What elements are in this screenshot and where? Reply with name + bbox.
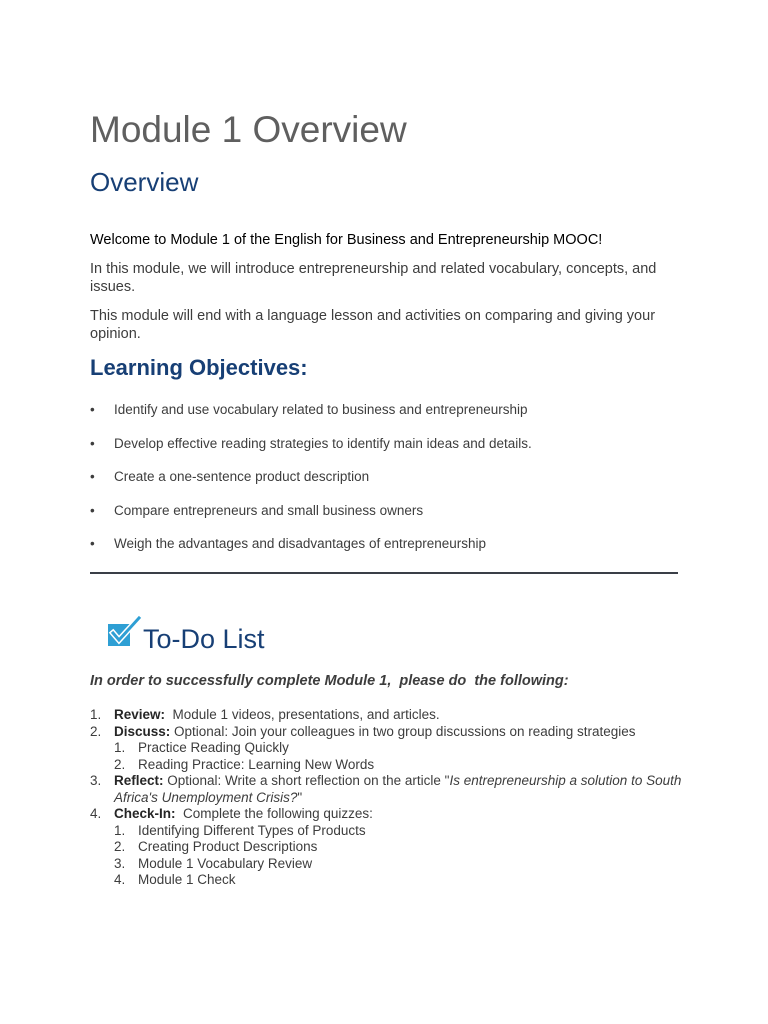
- sub-item: [114, 740, 690, 757]
- sub-item: [114, 856, 690, 873]
- item-label: Reflect:: [114, 773, 164, 788]
- item-text: Complete the following quizzes:: [175, 806, 373, 821]
- learning-objectives-list: [90, 400, 690, 568]
- objective-item: [90, 434, 690, 468]
- sub-item: [114, 839, 690, 856]
- discussion-learning-new-words: Reading Practice: Learning New Words: [138, 756, 375, 772]
- objective-item: [90, 400, 690, 434]
- objective-text: Weigh the advantages and disadvantages of entrepreneurship: [114, 536, 487, 552]
- todo-item-check-in: [90, 806, 690, 889]
- discussion-list: [114, 740, 690, 773]
- objective-item: [90, 534, 690, 568]
- article-title: Is entrepreneurship a solution to South Africa's Unemployment Crisis?: [114, 773, 682, 805]
- todo-item-reflect: [90, 773, 690, 806]
- quiz-list: [114, 823, 690, 889]
- todo-item-review: [90, 707, 690, 724]
- todo-heading: To-Do List: [143, 624, 265, 654]
- item-label: Review:: [114, 707, 166, 722]
- objective-text: Create a one-sentence product description: [114, 469, 370, 485]
- objective-item: [90, 501, 690, 535]
- bullet-icon: •: [90, 402, 95, 417]
- sub-item-number: 3.: [114, 855, 126, 871]
- item-text-end: ": [297, 789, 303, 805]
- module-end-paragraph: This module will end with a language lesson and activities on comparing and giving your opinion.: [90, 308, 656, 342]
- discussion-practice-reading-quickly: Practice Reading Quickly: [138, 740, 289, 755]
- item-number: 2.: [90, 723, 102, 739]
- sub-item-number: 1.: [114, 740, 126, 755]
- sub-item-number: 2.: [114, 839, 126, 854]
- quiz-identifying-products: Identifying Different Types of Products: [138, 822, 366, 838]
- item-text: Module 1 videos, presentations, and articles.: [165, 707, 440, 722]
- item-number: 3.: [90, 773, 102, 788]
- bullet-icon: •: [90, 469, 95, 485]
- checkbox-checked-icon: [106, 616, 142, 650]
- intro-paragraph: In this module, we will introduce entrepreneurship and related vocabulary, concepts, and issues.: [90, 261, 657, 295]
- objective-text: Identify and use vocabulary related to business and entrepreneurship: [114, 402, 528, 417]
- sub-item-number: 2.: [114, 756, 126, 772]
- learning-objectives-heading: Learning Objectives:: [90, 355, 308, 380]
- item-text: Optional: Write a short reflection on the article ": [163, 773, 450, 788]
- objective-text: Develop effective reading strategies to identify main ideas and details.: [114, 435, 532, 451]
- sub-item-number: 4.: [114, 872, 126, 887]
- page-title: Module 1 Overview: [90, 109, 407, 150]
- item-text: Optional: Join your colleagues in two group discussions on reading strategies: [170, 723, 636, 739]
- quiz-module-check: Module 1 Check: [138, 872, 236, 887]
- sub-item: [114, 757, 690, 774]
- sub-item: [114, 872, 690, 889]
- item-number: 1.: [90, 707, 102, 722]
- quiz-product-descriptions: Creating Product Descriptions: [138, 839, 318, 854]
- sub-item-number: 1.: [114, 822, 126, 838]
- quiz-vocabulary-review: Module 1 Vocabulary Review: [138, 855, 313, 871]
- bullet-icon: •: [90, 536, 95, 552]
- todo-item-discuss: [90, 724, 690, 774]
- todo-instruction: In order to successfully complete Module 1, please do the following:: [90, 673, 569, 689]
- bullet-icon: •: [90, 435, 95, 451]
- sub-item: [114, 823, 690, 840]
- item-number: 4.: [90, 806, 102, 821]
- todo-list: [90, 707, 690, 889]
- objective-item: [90, 467, 690, 501]
- objective-text: Compare entrepreneurs and small business owners: [114, 502, 424, 518]
- overview-heading: Overview: [90, 167, 199, 197]
- item-label: Check-In:: [114, 806, 176, 821]
- bullet-icon: •: [90, 502, 95, 518]
- item-label: Discuss:: [114, 723, 171, 739]
- welcome-text: Welcome to Module 1 of the English for Business and Entrepreneurship MOOC!: [90, 232, 603, 248]
- section-divider: [90, 572, 678, 574]
